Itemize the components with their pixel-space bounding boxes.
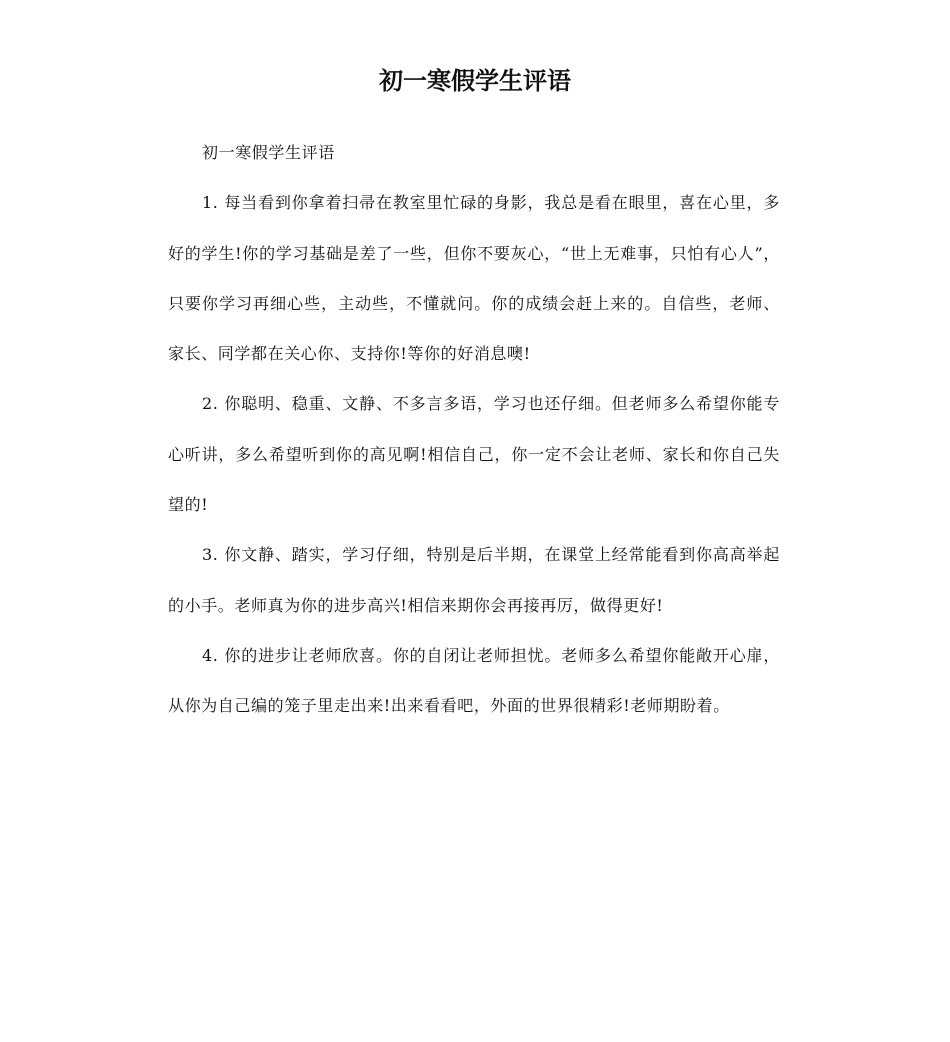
document-title: 初一寒假学生评语 xyxy=(379,67,571,95)
subtitle-paragraph: 初一寒假学生评语 xyxy=(202,143,335,162)
comment-paragraph-3: 3. 你文静、踏实，学习仔细，特别是后半期，在课堂上经常能看到你高高举起的小手。老师真为你的进步高兴!相信来期你会再接再厉，做得更好! xyxy=(168,545,780,615)
comment-paragraph-4: 4. 你的进步让老师欣喜。你的自闭让老师担忧。老师多么希望你能敞开心扉，从你为自己编的笼子里走出来!出来看看吧，外面的世界很精彩!老师期盼着。 xyxy=(168,645,780,716)
document-body xyxy=(168,128,780,732)
comment-paragraph-1: 1. 每当看到你拿着扫帚在教室里忙碌的身影，我总是看在眼里，喜在心里，多好的学生!你的学习基础是差了一些，但你不要灰心，“世上无难事，只怕有心人”，只要你学习再细心些，主动些，不懂就问。你的成绩会赶上来的。自信些，老师、家长、同学都在关心你、支持你!等你的好消息噢! xyxy=(168,193,780,364)
comment-paragraph-2: 2. 你聪明、稳重、文静、不多言多语，学习也还仔细。但老师多么希望你能专心听讲，多么希望听到你的高见啊!相信自己，你一定不会让老师、家长和你自己失望的! xyxy=(168,394,780,515)
